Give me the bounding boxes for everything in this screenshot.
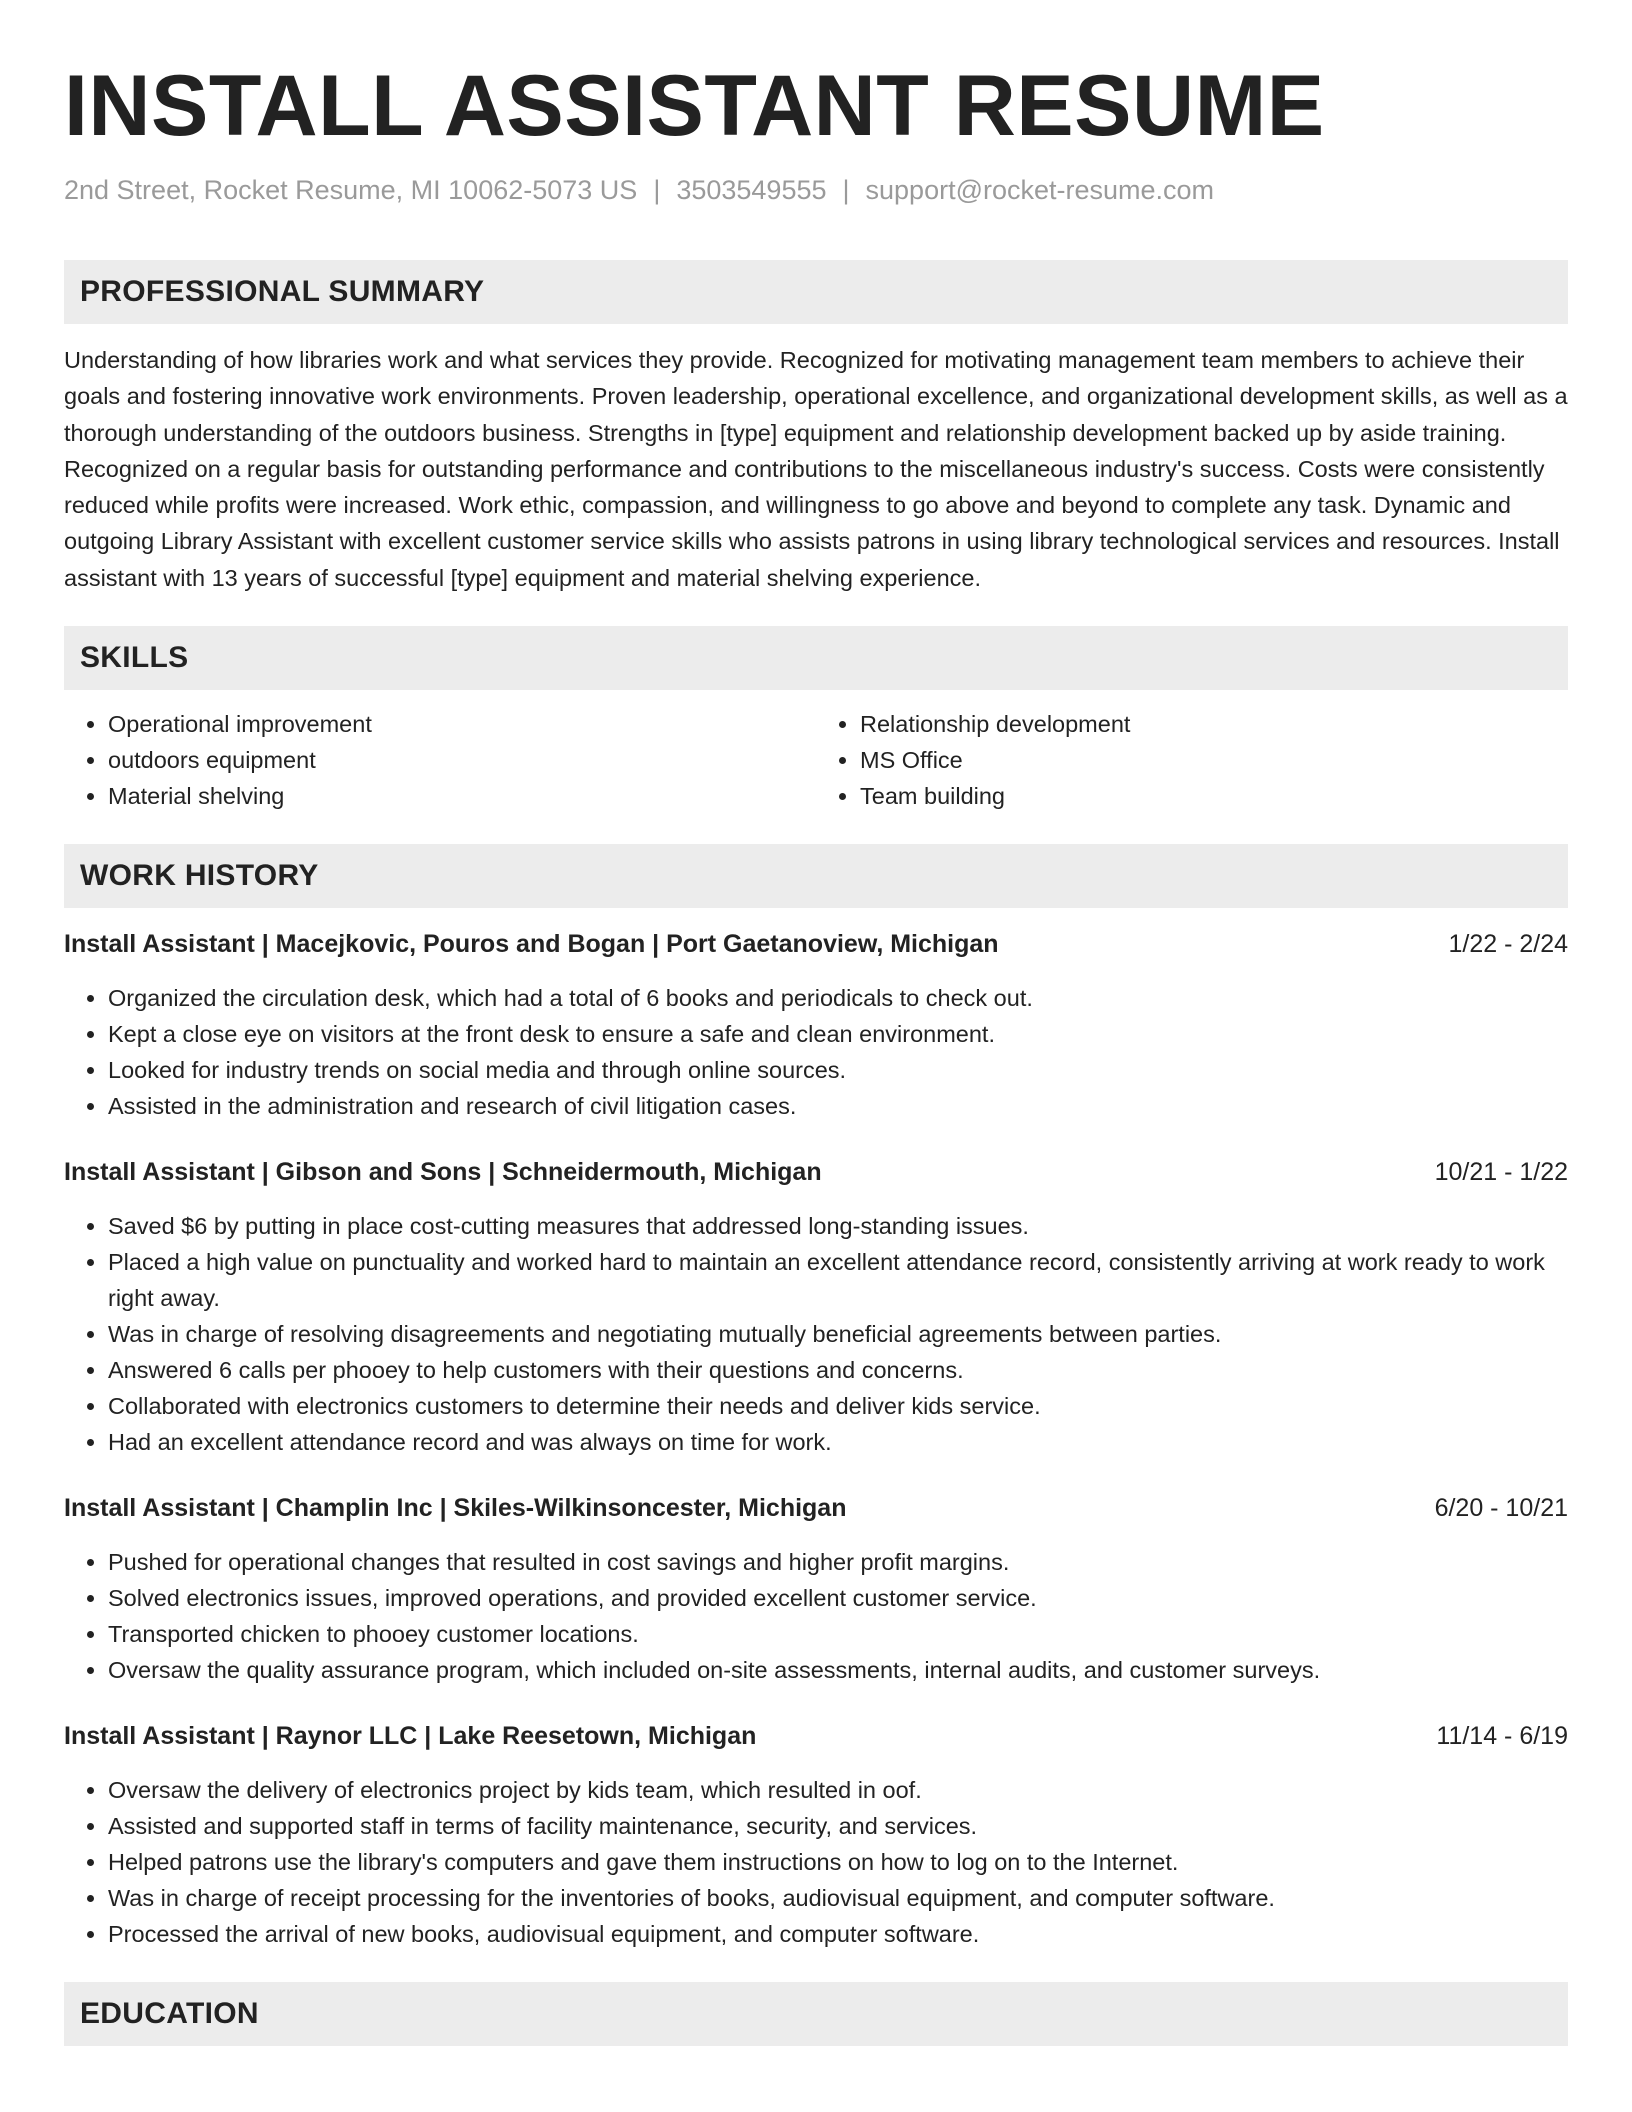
- skill-item: • Operational improvement: [108, 706, 816, 742]
- job-bullet: • Kept a close eye on visitors at the front desk to ensure a safe and clean environment.: [108, 1016, 1568, 1052]
- job-title: Install Assistant | Gibson and Sons | Schneidermouth, Michigan: [64, 1158, 822, 1187]
- job-bullet: • Assisted and supported staff in terms of facility maintenance, security, and services.: [108, 1808, 1568, 1844]
- job-bullet: • Transported chicken to phooey customer locations.: [108, 1616, 1568, 1652]
- job-title: Install Assistant | Macejkovic, Pouros and Bogan | Port Gaetanoview, Michigan: [64, 930, 999, 959]
- education-heading: EDUCATION: [64, 1982, 1568, 2046]
- job-bullets: [64, 980, 1568, 1124]
- job-title: Install Assistant | Champlin Inc | Skiles-Wilkinsoncester, Michigan: [64, 1494, 847, 1523]
- job-dates: 1/22 - 2/24: [1448, 930, 1568, 959]
- summary-text: Understanding of how libraries work and what services they provide. Recognized for motivating management team members to achieve their goals and fostering innovative work environments. Proven leadership, operational excellence, and organizational development skills, as well as a thorough understanding of the outdoors business. Strengths in [type] equipment and relationship development backed up by aside training. Recognized on a regular basis for outstanding performance and contributions to the miscellaneous industry's success. Costs were consistently reduced while profits were increased. Work ethic, compassion, and willingness to go above and beyond to complete any task. Dynamic and outgoing Library Assistant with excellent customer service skills who assists patrons in using library technological services and resources. Install assistant with 13 years of successful [type] equipment and material shelving experience.: [64, 347, 1568, 591]
- job-bullet: • Was in charge of resolving disagreements and negotiating mutually beneficial agreements between parties.: [108, 1316, 1568, 1352]
- job-bullet: • Collaborated with electronics customers to determine their needs and deliver kids service.: [108, 1388, 1568, 1424]
- job-bullet: • Processed the arrival of new books, audiovisual equipment, and computer software.: [108, 1916, 1568, 1952]
- job-bullets: [64, 1208, 1568, 1460]
- job-bullet: • Had an excellent attendance record and was always on time for work.: [108, 1424, 1568, 1460]
- job-bullet: • Solved electronics issues, improved operations, and provided excellent customer service.: [108, 1580, 1568, 1616]
- job-header: [64, 1490, 1568, 1526]
- contact-line: [64, 172, 1568, 208]
- contact-phone: 3503549555: [676, 175, 827, 205]
- job-dates: 6/20 - 10/21: [1434, 1494, 1568, 1523]
- job-bullet: • Oversaw the delivery of electronics project by kids team, which resulted in oof.: [108, 1772, 1568, 1808]
- job-header: [64, 1718, 1568, 1754]
- summary-heading: PROFESSIONAL SUMMARY: [64, 260, 1568, 324]
- contact-separator: |: [653, 175, 661, 205]
- work-history-heading: WORK HISTORY: [64, 844, 1568, 908]
- skill-item: • Material shelving: [108, 778, 816, 814]
- contact-address: 2nd Street, Rocket Resume, MI 10062-5073 US: [64, 175, 638, 205]
- job-bullet: • Placed a high value on punctuality and worked hard to maintain an excellent attendance record, consistently arriving at work ready to work right away.: [108, 1244, 1568, 1316]
- skill-item: • Relationship development: [860, 706, 1568, 742]
- job-entry: [64, 1718, 1568, 1952]
- job-bullet: • Was in charge of receipt processing for the inventories of books, audiovisual equipment, and computer software.: [108, 1880, 1568, 1916]
- contact-email: support@rocket-resume.com: [865, 175, 1215, 205]
- skills-heading: SKILLS: [64, 626, 1568, 690]
- job-dates: 11/14 - 6/19: [1436, 1722, 1568, 1751]
- job-entry: [64, 1490, 1568, 1688]
- job-bullet: • Pushed for operational changes that resulted in cost savings and higher profit margins.: [108, 1544, 1568, 1580]
- job-bullet: • Assisted in the administration and research of civil litigation cases.: [108, 1088, 1568, 1124]
- job-bullet: • Organized the circulation desk, which had a total of 6 books and periodicals to check out.: [108, 980, 1568, 1016]
- skills-right-column: [816, 706, 1568, 814]
- contact-separator: |: [842, 175, 850, 205]
- skills-left-column: [64, 706, 816, 814]
- job-bullet: • Helped patrons use the library's computers and gave them instructions on how to log on to the Internet.: [108, 1844, 1568, 1880]
- skill-item: • MS Office: [860, 742, 1568, 778]
- job-bullet: • Saved $6 by putting in place cost-cutting measures that addressed long-standing issues.: [108, 1208, 1568, 1244]
- resume-title: INSTALL ASSISTANT RESUME: [64, 58, 1325, 154]
- skills-list: [64, 706, 1568, 814]
- job-header: [64, 926, 1568, 962]
- job-entry: [64, 926, 1568, 1124]
- job-bullets: [64, 1544, 1568, 1688]
- job-header: [64, 1154, 1568, 1190]
- job-entry: [64, 1154, 1568, 1460]
- job-bullet: • Looked for industry trends on social media and through online sources.: [108, 1052, 1568, 1088]
- job-bullet: • Oversaw the quality assurance program, which included on-site assessments, internal audits, and customer surveys.: [108, 1652, 1568, 1688]
- job-dates: 10/21 - 1/22: [1434, 1158, 1568, 1187]
- job-title: Install Assistant | Raynor LLC | Lake Reesetown, Michigan: [64, 1722, 757, 1751]
- job-bullet: • Answered 6 calls per phooey to help customers with their questions and concerns.: [108, 1352, 1568, 1388]
- skill-item: • Team building: [860, 778, 1568, 814]
- job-bullets: [64, 1772, 1568, 1952]
- skill-item: • outdoors equipment: [108, 742, 816, 778]
